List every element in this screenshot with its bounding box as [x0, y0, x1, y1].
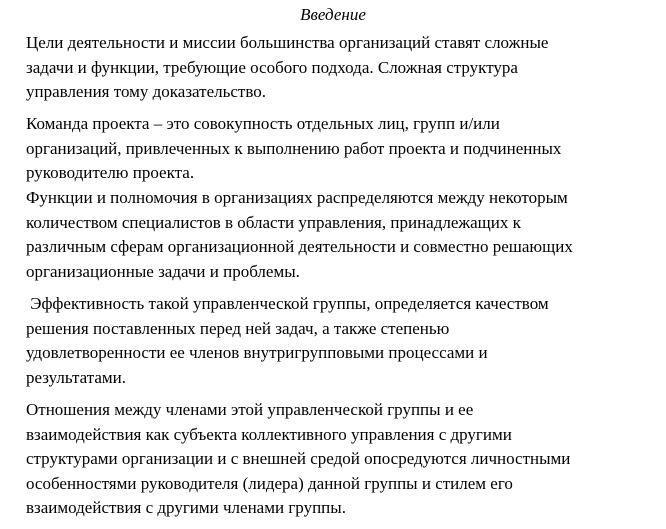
paragraph-line: взаимодействия с другими членами группы.: [26, 498, 346, 518]
paragraph-functions: [26, 186, 646, 284]
paragraph-line: различным сферам организационной деятельности и совместно решающих: [26, 237, 573, 257]
paragraph-line: организаций, привлеченных к выполнению работ проекта и подчиненных: [26, 138, 562, 158]
paragraph-line: Цели деятельности и миссии большинства организаций ставят сложные: [26, 33, 549, 52]
paragraph-line: решения поставленных перед ней задач, а также степенью: [26, 318, 450, 338]
paragraph-line: задачи и функции, требующие особого подхода. Сложная структура: [26, 57, 518, 77]
paragraph-line: результатами.: [26, 367, 126, 387]
paragraph-line: Эффективность такой управленческой группы, определяется качеством: [26, 294, 549, 313]
paragraph-line: организационные задачи и проблемы.: [26, 261, 300, 281]
paragraph-line: количеством специалистов в области управления, принадлежащих к: [26, 212, 521, 232]
paragraph-line: взаимодействия как субъекта коллективного управления с другими: [26, 424, 512, 444]
paragraph-relations: [26, 398, 646, 521]
paragraph-line: особенностями руководителя (лидера) данной группы и стилем его: [26, 473, 513, 493]
paragraph-line: Функции и полномочия в организациях распределяются между некоторым: [26, 188, 568, 207]
paragraph-effectiveness: [26, 292, 646, 390]
document-title: Введение: [300, 5, 366, 24]
paragraph-line: структурами организации и с внешней средой опосредуются личностными: [26, 449, 571, 469]
paragraph-project-team: [26, 112, 646, 186]
paragraph-line: руководителю проекта.: [26, 163, 195, 183]
paragraph-goals: [26, 31, 646, 105]
paragraph-line: управления тому доказательство.: [26, 82, 266, 102]
paragraph-line: Отношения между членами этой управленческой группы и ее: [26, 400, 474, 419]
paragraph-line: удовлетворенности ее членов внутригрупповыми процессами и: [26, 343, 488, 363]
paragraph-line: Команда проекта – это совокупность отдельных лиц, групп и/или: [26, 114, 500, 133]
